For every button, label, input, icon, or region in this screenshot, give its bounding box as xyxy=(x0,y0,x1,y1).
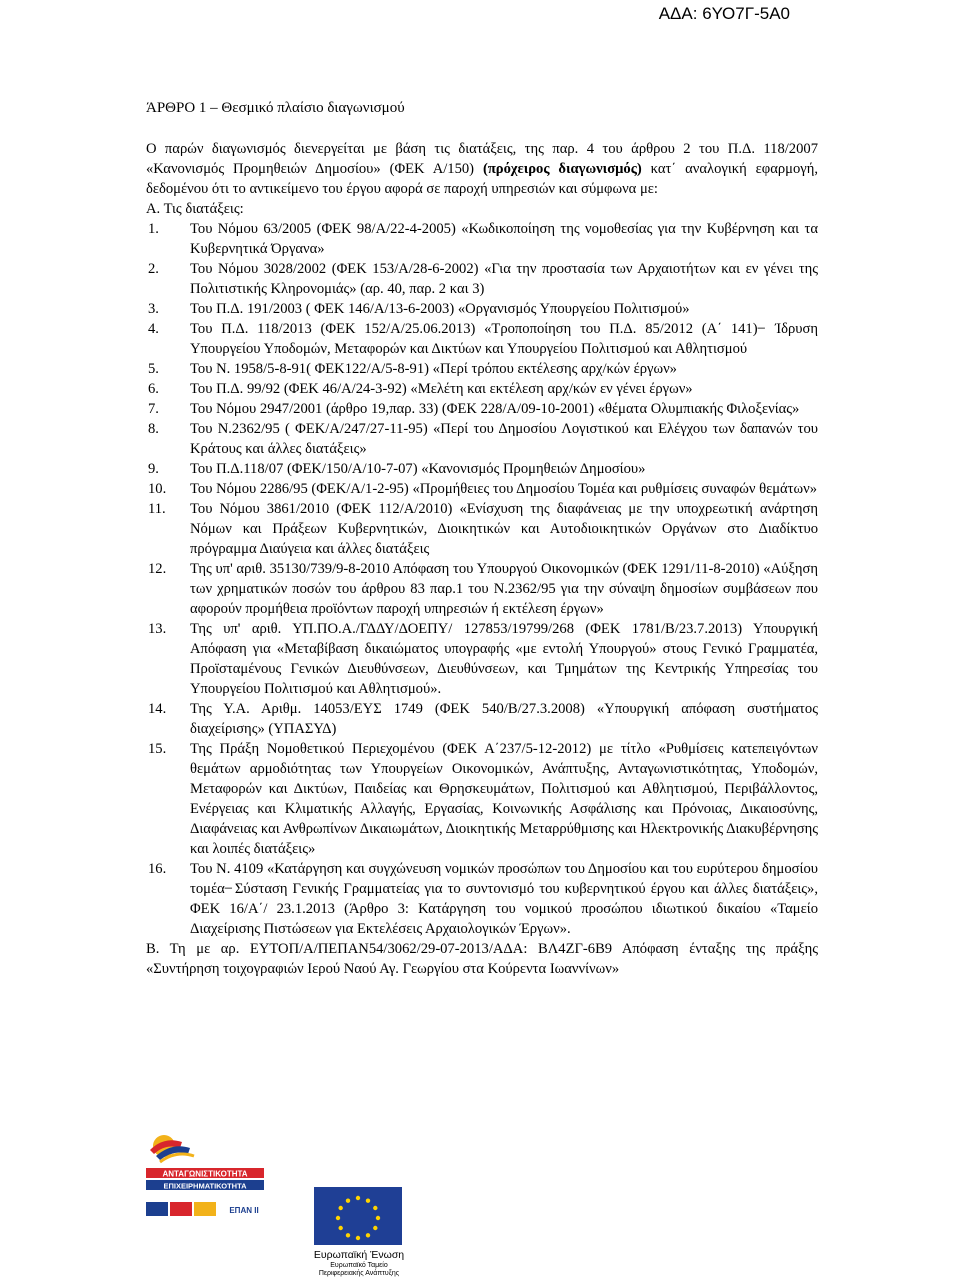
intro-text-start: Ο παρών διαγωνισμός διενεργείται με βάση τις διατάξεις, της παρ. 4 του άρθρου 2 του Π.Δ. 118/2007 «Κανονισμός Προμηθειών Δημοσίου» (ΦΕΚ Α/150) xyxy=(146,141,818,177)
list-item xyxy=(146,399,818,419)
item-number: 4. xyxy=(148,321,159,337)
item-number: 11. xyxy=(148,501,166,517)
item-text: Της υπ' αριθ. 35130/739/9-8-2010 Απόφαση του Υπουργού Οικονομικών (ΦΕΚ 1291/11-8-2010) «Αύξηση των χρηματικών ποσών του άρθρου 83 παρ.1 του Ν.2362/95 για την σύναψη δημοσίων συμβάσεων που αφορούν προμήθεια προϊόντων παροχή υπηρεσιών ή εκτέλεση έργων» xyxy=(190,561,818,617)
intro-paragraph xyxy=(146,139,818,199)
intro-bold-text: (πρόχειρος διαγωνισμός) xyxy=(482,161,642,177)
item-text: Του Νόμου 2947/2001 (άρθρο 19,παρ. 33) (ΦΕΚ 228/Α/09-10-2001) «θέματα Ολυμπιακής Φιλοξενίας» xyxy=(190,401,800,417)
eu-flag-graphic xyxy=(300,1187,418,1277)
item-number: 13. xyxy=(148,621,167,637)
item-text: Του Π.Δ.118/07 (ΦΕΚ/150/Α/10-7-07) «Κανονισμός Προμηθειών Δημοσίου» xyxy=(190,461,646,477)
item-number: 1. xyxy=(148,221,159,237)
item-text: Του Π.Δ. 118/2013 (ΦΕΚ 152/Α/25.06.2013) «Τροποποίηση του Π.Δ. 85/2012 (Α΄ 141) ̶ Ίδρυση Υπουργείου Υποδομών, Μεταφορών και Δικτύων και Υπουργείου Πολιτισμού και Αθλητισμού xyxy=(190,321,818,357)
item-number: 6. xyxy=(148,381,159,397)
list-item xyxy=(146,379,818,399)
item-number: 10. xyxy=(148,481,167,497)
item-number: 9. xyxy=(148,461,159,477)
item-text: Της Υ.Α. Αριθμ. 14053/ΕΥΣ 1749 (ΦΕΚ 540/Β/27.3.2008) «Υπουργική απόφαση συστήματος διαχείρισης» (ΥΠΑΣΥΔ) xyxy=(190,701,818,737)
list-item xyxy=(146,319,818,359)
list-item xyxy=(146,299,818,319)
item-text: Του Ν. 1958/5-8-91( ΦΕΚ122/Α/5-8-91) «Περί τρόπου εκτέλεσης αρχ/κών έργων» xyxy=(190,361,677,377)
list-item xyxy=(146,699,818,739)
list-item xyxy=(146,479,818,499)
item-text: Του Νόμου 3028/2002 (ΦΕΚ 153/Α/28-6-2002) «Για την προστασία των Αρχαιοτήτων και εν γένει της Πολιτιστικής Κληρονομιάς» (αρ. 40, παρ. 2 και 3) xyxy=(190,261,818,297)
item-text: Του Π.Δ. 99/92 (ΦΕΚ 46/Α/24-3-92) «Μελέτη και εκτέλεση αρχ/κών εν γένει έργων» xyxy=(190,381,693,397)
eu-subtitle-2: Περιφερειακής Ανάπτυξης xyxy=(318,1270,400,1277)
eu-title: Ευρωπαϊκή Ένωση xyxy=(313,1249,405,1261)
item-number: 5. xyxy=(148,361,159,377)
list-item xyxy=(146,499,818,559)
document-body xyxy=(146,98,818,979)
logo-line1: ΑΝΤΑΓΩΝΙΣΤΙΚΟΤΗΤΑ xyxy=(162,1169,248,1179)
eu-subtitle-1: Ευρωπαϊκό Ταμείο xyxy=(330,1262,388,1269)
item-number: 12. xyxy=(148,561,167,577)
provisions-list xyxy=(146,219,818,939)
item-number: 2. xyxy=(148,261,159,277)
item-number: 7. xyxy=(148,401,159,417)
item-text: Του Νόμου 2286/95 (ΦΕΚ/Α/1-2-95) «Προμήθειες του Δημοσίου Τομέα και ρυθμίσεις συναφών θεμάτων» xyxy=(190,481,818,497)
item-text: Της υπ' αριθ. ΥΠ.ΠΟ.Α./ΓΔΔΥ/ΔΟΕΠΥ/ 127853/19799/268 (ΦΕΚ 1781/Β/23.7.2013) Υπουργική Απόφαση για «Μεταβίβαση δικαιώματος υπογραφής «με εντολή Υπουργού» στους Γενικό Γραμματέα, Προϊσταμένους Γενικών Διευθύνσεων, Διευθύνσεων, και Τμημάτων της Κεντρικής Υπηρεσίας του Υπουργείου Πολιτισμού και Αθλητισμού». xyxy=(190,621,818,697)
logo-line2: ΕΠΙΧΕΙΡΗΜΑΤΙΚΟΤΗΤΑ xyxy=(163,1181,247,1191)
item-text: Του Π.Δ. 191/2003 ( ΦΕΚ 146/Α/13-6-2003) «Οργανισμός Υπουργείου Πολιτισμού» xyxy=(190,301,690,317)
list-item xyxy=(146,359,818,379)
list-item xyxy=(146,259,818,299)
item-number: 15. xyxy=(148,741,167,757)
item-number: 8. xyxy=(148,421,159,437)
item-number: 14. xyxy=(148,701,167,717)
item-number: 16. xyxy=(148,861,167,877)
intro-text-end: κατ΄ αναλογική εφαρμογή, δεδομένου ότι το αντικείμενο του έργου αφορά σε παροχή υπηρεσιών και σύμφωνα με: xyxy=(146,161,818,197)
eu-logo xyxy=(300,1187,418,1277)
list-item xyxy=(146,859,818,939)
list-item xyxy=(146,419,818,459)
epan-label: ΕΠΑΝ ΙΙ xyxy=(229,1206,259,1215)
list-item xyxy=(146,459,818,479)
item-text: Του Ν. 4109 «Κατάργηση και συγχώνευση νομικών προσώπων του Δημοσίου και του ευρύτερου δημοσίου τομέα ̶ Σύσταση Γενικής Γραμματείας για το συντονισμό του κυβερνητικού έργου και άλλες διατάξεις», ΦΕΚ 16/Α΄/ 23.1.2013 (Άρθρο 3: Κατάργηση του νομικού προσώπου ιδιωτικού δικαίου «Ταμείο Διαχείρισης Πιστώσεων για Εκτελέσεις Αρχαιολογικών Έργων». xyxy=(190,861,818,937)
item-text: Της Πράξη Νομοθετικού Περιεχομένου (ΦΕΚ Α΄237/5-12-2012) με τίτλο «Ρυθμίσεις κατεπειγόντων θεμάτων αρμοδιότητας των Υπουργείων Οικονομικών, Ανάπτυξης, Ανταγωνιστικότητας, Υποδομών, Μεταφορών και Δικτύων, Παιδείας και Θρησκευμάτων, Πολιτισμού και Αθλητισμού, Περιβάλλοντος, Ενέργειας και Κλιματικής Αλλαγής, Εργασίας, Κοινωνικής Ασφάλισης και Πρόνοιας, Δικαιοσύνης, Διαφάνειας και Ανθρωπίνων Δικαιωμάτων, Διοικητικής Μεταρρύθμισης και Ηλεκτρονικής Διακυβέρνησης και λοιπές διατάξεις» xyxy=(190,741,818,857)
item-text: Του Νόμου 3861/2010 (ΦΕΚ 112/Α/2010) «Ενίσχυση της διαφάνειας με την υποχρεωτική ανάρτηση Νόμων και Πράξεων Κυβερνητικών, Διοικητικών και Αυτοδιοικητικών Οργάνων στο Διαδίκτυο πρόγραμμα Διαύγεια και άλλες διατάξεις xyxy=(190,501,818,557)
item-text: Του Νόμου 63/2005 (ΦΕΚ 98/Α/22-4-2005) «Κωδικοποίηση της νομοθεσίας για την Κυβέρνηση και τα Κυβερνητικά Όργανα» xyxy=(190,221,818,257)
section-b-paragraph: Β. Τη με αρ. ΕΥΤΟΠ/Α/ΠΕΠΑΝ54/3062/29-07-2013/ΑΔΑ: ΒΛ4ΖΓ-6Β9 Απόφαση ένταξης της πράξης «Συντήρηση τοιχογραφιών Ιερού Ναού Αγ. Γεωργίου στα Κούρεντα Ιωαννίνων» xyxy=(146,941,818,977)
item-text: Του Ν.2362/95 ( ΦΕΚ/Α/247/27-11-95) «Περί του Δημοσίου Λογιστικού και Ελέγχου των δαπανών του Κράτους και άλλες διατάξεις» xyxy=(190,421,818,457)
list-item xyxy=(146,739,818,859)
competitiveness-logo-graphic xyxy=(144,1134,274,1226)
list-item xyxy=(146,619,818,699)
section-a-heading: Α. Τις διατάξεις: xyxy=(146,201,244,217)
item-number: 3. xyxy=(148,301,159,317)
competitiveness-logo xyxy=(144,1134,274,1226)
ada-identifier: ΑΔΑ: 6ΥΟ7Γ-5Α0 xyxy=(658,4,790,23)
article-title: ΆΡΘΡΟ 1 – Θεσμικό πλαίσιο διαγωνισμού xyxy=(146,100,405,116)
list-item xyxy=(146,559,818,619)
list-item xyxy=(146,219,818,259)
